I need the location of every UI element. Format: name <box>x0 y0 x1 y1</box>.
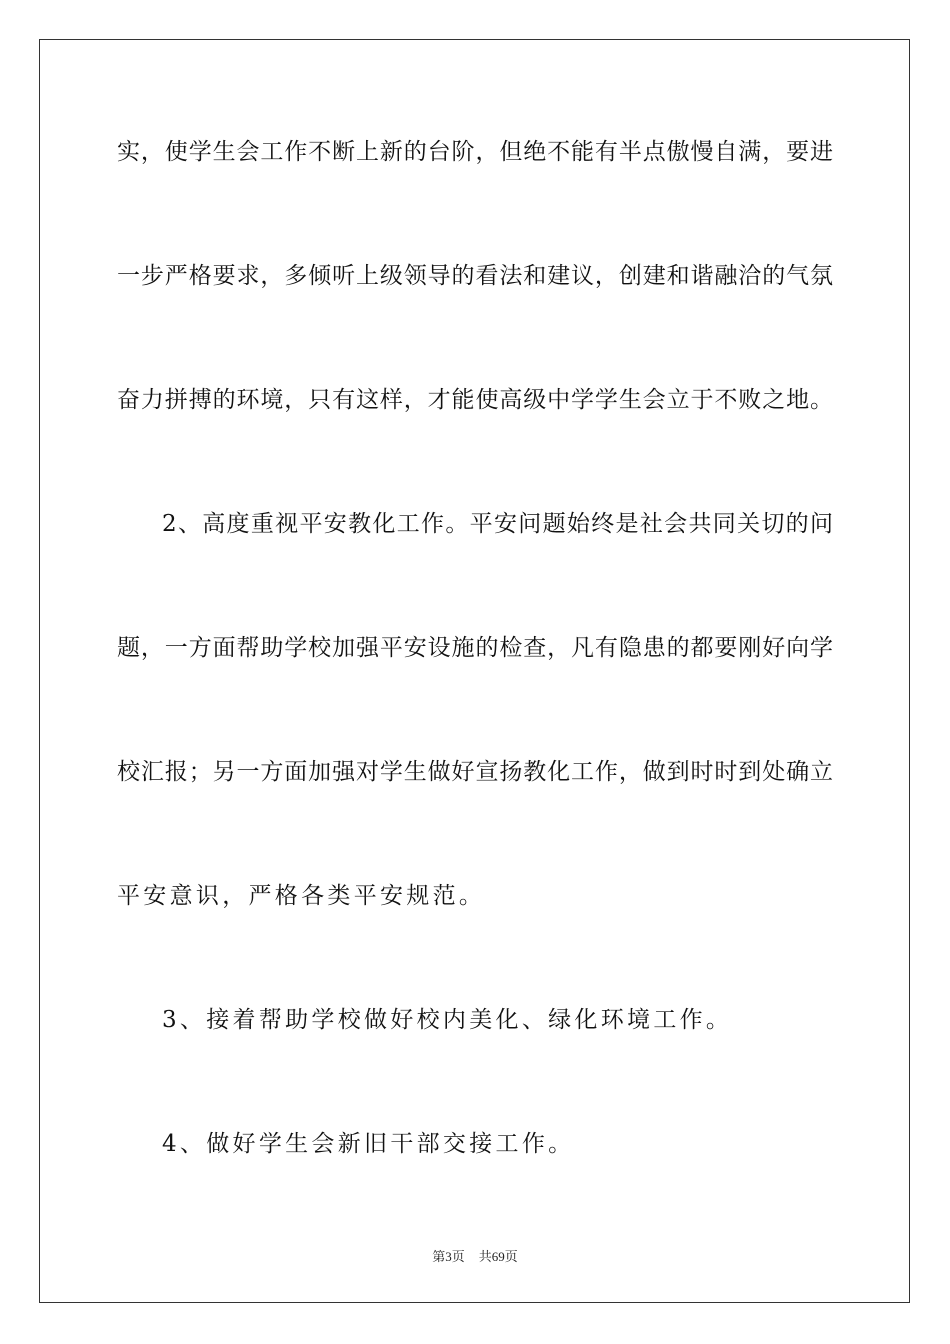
paragraph-1-line-2: 一步严格要求，多倾听上级领导的看法和建议，创建和谐融洽的气氛 <box>117 263 833 289</box>
paragraph-2-line-2: 题，一方面帮助学校加强平安设施的检查，凡有隐患的都要刚好向学 <box>117 635 833 661</box>
paragraph-4: 4、做好学生会新旧干部交接工作。 <box>162 1131 575 1157</box>
page-number: 第3页 <box>432 1249 465 1264</box>
paragraph-2-line-3: 校汇报；另一方面加强对学生做好宣扬教化工作，做到时时到处确立 <box>117 759 833 785</box>
paragraph-3: 3、接着帮助学校做好校内美化、绿化环境工作。 <box>162 1007 733 1033</box>
paragraph-2-line-1: 2、高度重视平安教化工作。平安问题始终是社会共同关切的问 <box>162 511 833 537</box>
total-pages: 共69页 <box>478 1249 518 1264</box>
paragraph-1-line-3: 奋力拼搏的环境，只有这样，才能使高级中学学生会立于不败之地。 <box>117 387 833 413</box>
page-footer <box>0 1249 950 1265</box>
paragraph-2-line-4: 平安意识，严格各类平安规范。 <box>117 883 486 909</box>
paragraph-1-line-1: 实，使学生会工作不断上新的台阶，但绝不能有半点傲慢自满，要进 <box>117 139 833 165</box>
page-frame <box>39 39 910 1303</box>
